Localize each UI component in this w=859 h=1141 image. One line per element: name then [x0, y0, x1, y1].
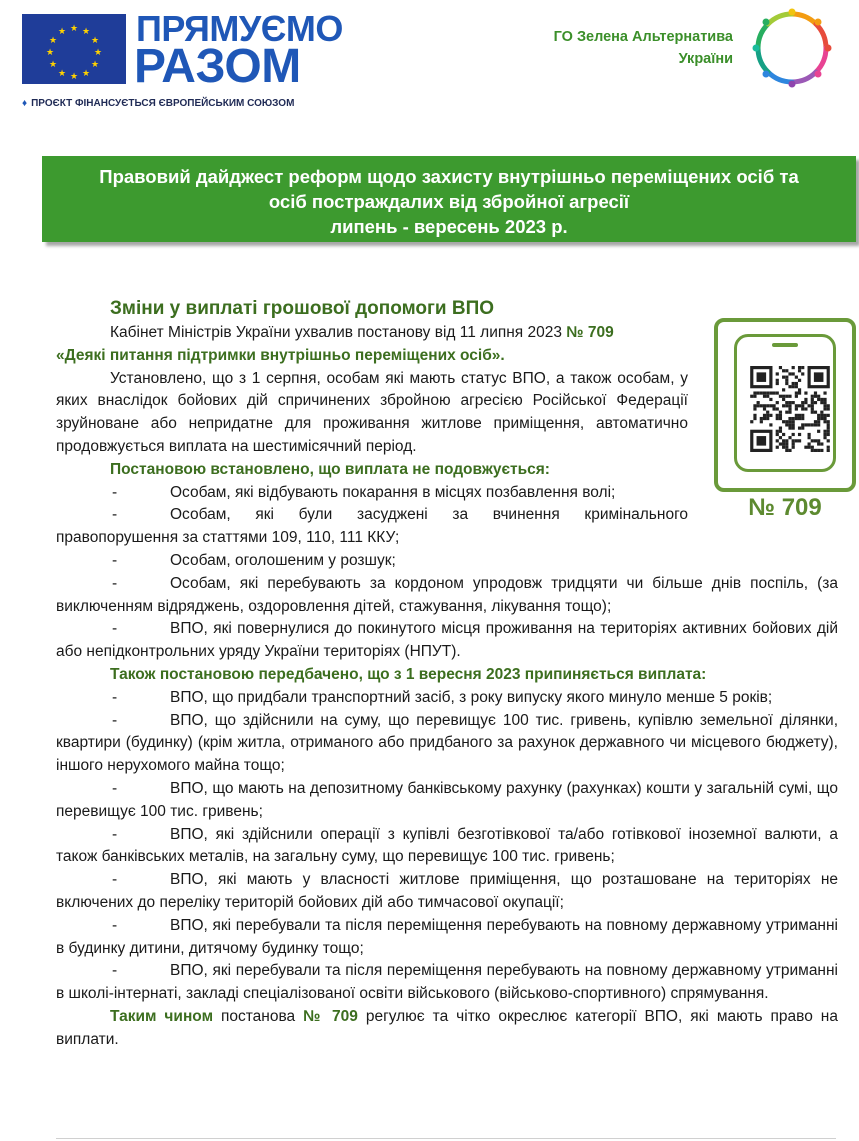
logo-title-line1: ПРЯМУЄМО: [136, 8, 343, 49]
list-item-text: ВПО, що здійснили на суму, що перевищує 100 тис. гривень, купівлю земельної ділянки, квартири (будинку) (крім житла, отриманого або придбаного за рахунок державного чи місцевого бюджету), іншого нерухомого майна тощо;: [56, 711, 838, 775]
bullet-dash: -: [112, 551, 118, 569]
footer-divider: [56, 1138, 836, 1139]
bullet-dash: -: [112, 916, 118, 934]
list-item: [56, 710, 838, 778]
diamond-icon: ♦: [22, 98, 28, 109]
list-item-text: ВПО, які повернулися до покинутого місця проживання на територіях активних бойових дій або непідконтрольних уряду України територіях (НПУТ).: [56, 620, 838, 661]
bullet-dash: -: [112, 483, 118, 501]
list-item: [56, 869, 838, 915]
list-item-text: ВПО, що мають на депозитному банківському рахунку (рахунках) кошти у загальній сумі, що перевищує 100 тис. гривень;: [56, 779, 838, 820]
article-body: [56, 296, 838, 1052]
list-item: [56, 618, 838, 664]
conclusion-text-b: регулює та чітко окреслює категорії ВПО, які мають право на виплати.: [56, 1007, 838, 1048]
qr-resolution-number: № 709: [748, 494, 822, 521]
eu-funding-note-text: ПРОЄКТ ФІНАНСУЄТЬСЯ ЄВРОПЕЙСЬКИМ СОЮЗОМ: [31, 98, 295, 109]
banner-line3: липень - вересень 2023 р.: [330, 216, 568, 237]
intro-paragraph: [56, 322, 688, 345]
subheading-2: Також постановою передбачено, що з 1 вересня 2023 припиняється виплата:: [110, 665, 707, 683]
paragraph-1: Установлено, що з 1 серпня, особам які мають статус ВПО, а також особам, у яких внаслідок бойових дій спричинених збройною агресією Російської Федерації зруйноване або непридатне для проживання житлове приміщення, автоматично продовжується виплата на шестимісячний період.: [56, 369, 688, 455]
list-item: [56, 778, 838, 824]
conclusion-lead: Таким чином: [110, 1007, 214, 1025]
list-item-text: ВПО, які перебували та після переміщення перебувають на повному державному утриманні в школі-інтернаті, закладі спеціалізованої освіти військового (військово-спортивного) спрямування.: [56, 962, 838, 1003]
list-item-text: ВПО, які здійснили операції з купівлі безготівкової та/або готівкової іноземної валюти, а також банківських металів, на загальну суму, що перевищує 100 тис. гривень;: [56, 825, 838, 866]
list-item-text: Особам, оголошеним у розшук;: [170, 551, 396, 569]
conclusion-paragraph: [56, 1006, 838, 1052]
list-item: [56, 960, 838, 1006]
bullet-dash: -: [112, 825, 118, 843]
page-header: [0, 0, 859, 120]
list-item-text: Особам, які перебувають за кордоном упродовж тридцяти чи більше днів поспіль, (за виключенням відряджень, оздоровлення дітей, стажування, лікування тощо);: [56, 574, 838, 615]
bullet-dash: -: [112, 711, 118, 729]
list-item-text: ВПО, що придбали транспортний засіб, з року випуску якого минуло менше 5 років;: [170, 688, 773, 706]
banner-line1: Правовий дайджест реформ щодо захисту внутрішньо переміщених осіб та: [99, 166, 799, 187]
svg-text:★: ★: [45, 48, 55, 58]
svg-text:★: ★: [69, 72, 79, 82]
list-item: [56, 573, 838, 619]
list-item: [56, 504, 688, 550]
resolution-title: «Деякі питання підтримки внутрішньо переміщених осіб».: [56, 346, 505, 364]
article-title: Зміни у виплаті грошової допомоги ВПО: [110, 298, 495, 319]
list-item-text: Особам, які були засуджені за вчинення кримінального правопорушення за статтями 109, 110, 111 ККУ;: [56, 506, 688, 547]
organization-name-line1: ГО Зелена Альтернатива: [553, 29, 733, 45]
organization-logo-icon: [752, 8, 832, 88]
subheading-1: Постановою встановлено, що виплата не подовжується:: [110, 460, 550, 478]
list-item: [56, 915, 838, 961]
svg-text:★: ★: [93, 48, 103, 58]
bullet-dash: -: [112, 574, 118, 592]
intro-text: Кабінет Міністрів України ухвалив постанову від 11 липня 2023: [110, 324, 567, 341]
organization-name-line2: України: [678, 51, 733, 67]
svg-text:★: ★: [48, 36, 58, 46]
logo-title-line2: РАЗОМ: [134, 40, 301, 93]
svg-text:★: ★: [48, 60, 58, 70]
list-item-text: ВПО, які перебували та після переміщення перебувають на повному державному утриманні в будинку дитини, дитячому будинку тощо;: [56, 916, 838, 957]
eu-flag-icon: [22, 14, 126, 84]
bullet-dash: -: [112, 962, 118, 980]
list-item: [56, 687, 838, 710]
svg-text:★: ★: [69, 24, 79, 34]
list-item-text: ВПО, які мають у власності житлове приміщення, що розташоване на територіях не включених до переліку територій бойових дій або тимчасової окупації;: [56, 871, 838, 911]
svg-text:★: ★: [90, 36, 100, 46]
svg-text:★: ★: [57, 69, 67, 79]
bullet-dash: -: [112, 688, 118, 706]
bullet-dash: -: [112, 871, 118, 889]
list-item-text: Особам, які відбувають покарання в місцях позбавлення волі;: [170, 483, 616, 501]
banner-line2: осіб постраждалих від збройної агресії: [268, 191, 630, 212]
digest-title-banner: [42, 156, 856, 242]
bullet-dash: -: [112, 779, 118, 797]
resolution-number: № 709: [566, 324, 614, 341]
organization-name: [554, 26, 733, 70]
svg-text:★: ★: [81, 27, 91, 37]
resolution-number: № 709: [303, 1007, 358, 1025]
list-item: [56, 824, 838, 870]
bullet-dash: -: [112, 506, 118, 524]
eu-funding-note: [22, 98, 294, 109]
svg-text:★: ★: [57, 27, 67, 37]
bullet-dash: -: [112, 620, 118, 638]
svg-text:★: ★: [90, 60, 100, 70]
list-item: [56, 550, 838, 573]
svg-text:★: ★: [81, 69, 91, 79]
conclusion-text-a: постанова: [213, 1007, 304, 1025]
list-item: [56, 482, 688, 505]
